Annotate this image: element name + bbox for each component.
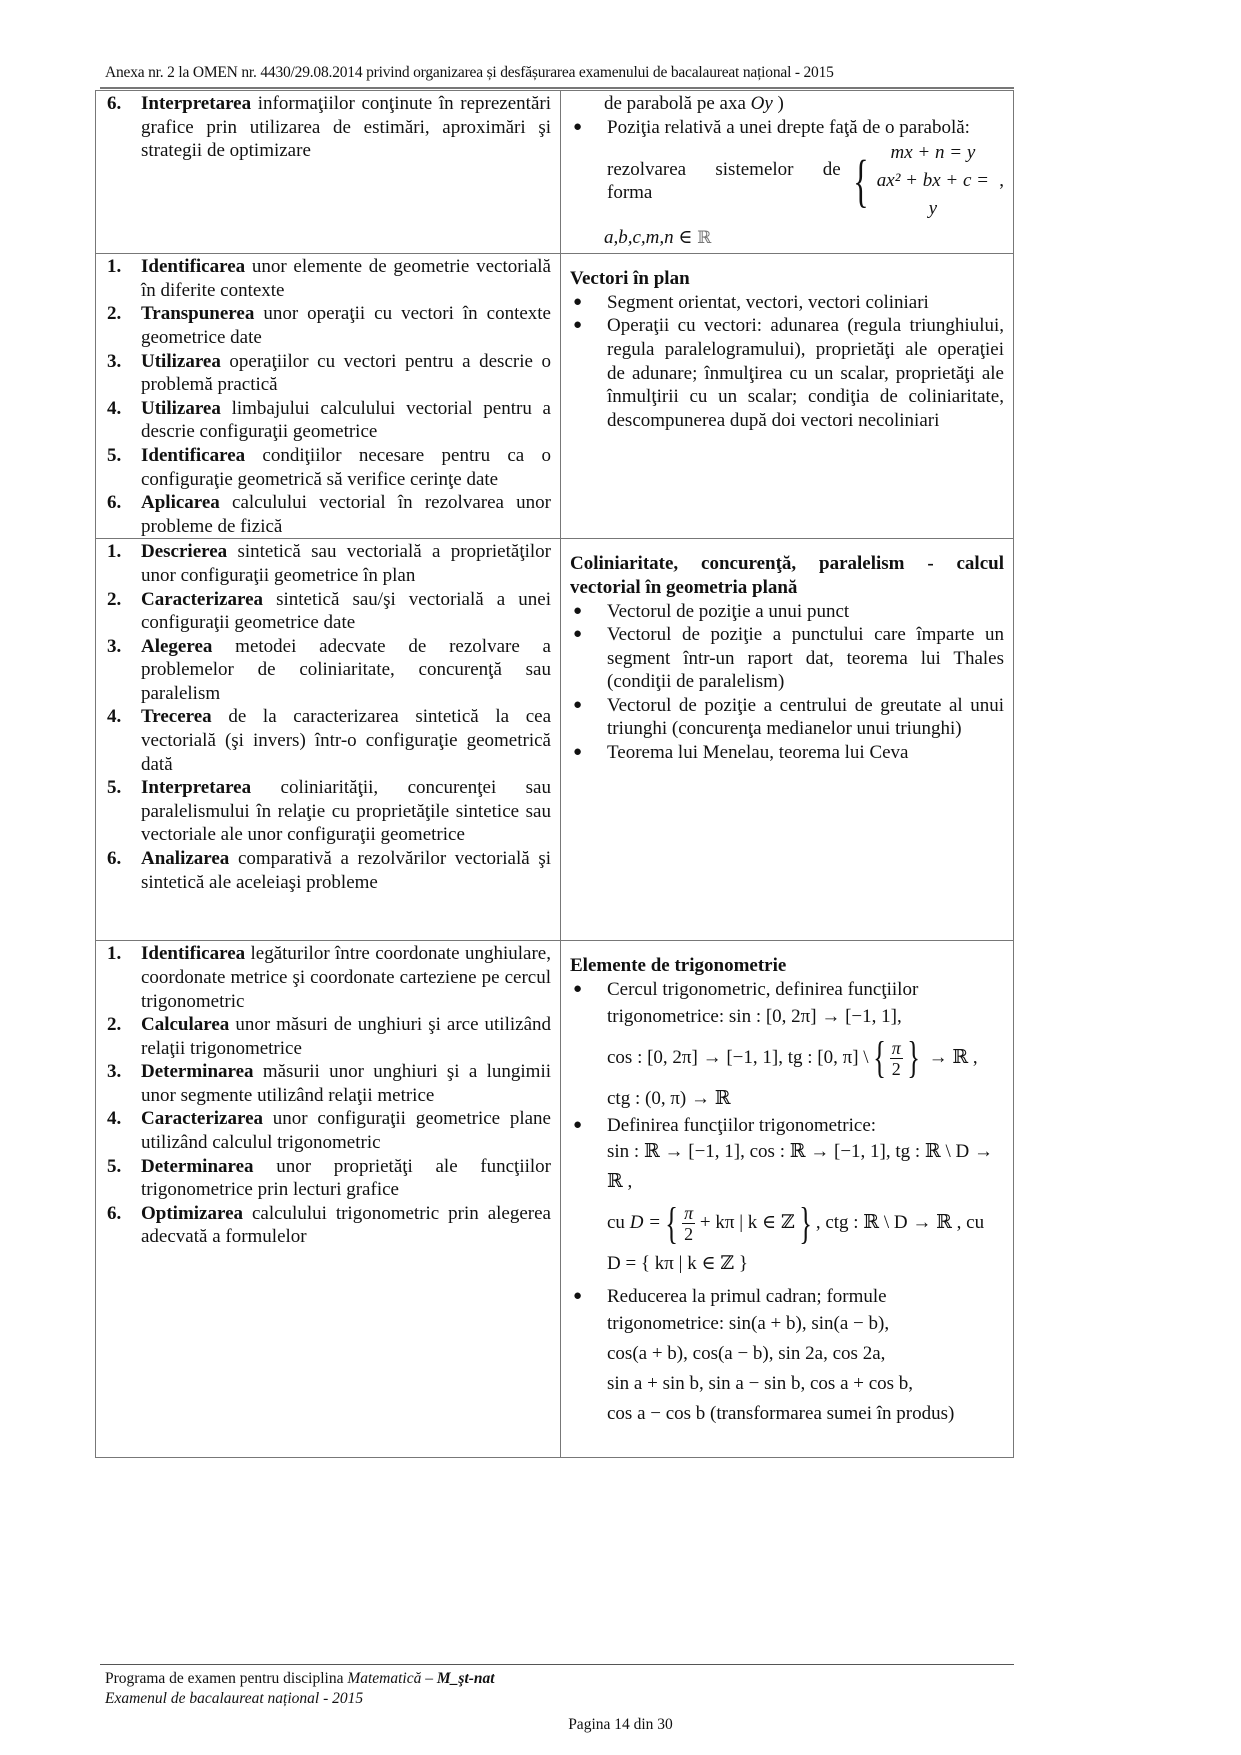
page-header: Anexa nr. 2 la OMEN nr. 4430/29.08.2014 privind organizarea și desfășurarea examenului de bacalaureat național - 2015: [105, 64, 834, 81]
competency-item: 1. Descrierea sintetică sau vectorială a proprietăţilor unor configuraţii geometrice în plan: [107, 541, 551, 586]
competency-item: 5. Identificarea condiţiilor necesare pentru ca o configuraţie geometrică să verifice cerinţe date: [107, 444, 551, 490]
footer-divider: [100, 1664, 1014, 1665]
competency-item: 5. Determinarea unor proprietăţi ale funcţiilor trigonometrice prin lecturi grafice: [107, 1155, 551, 1201]
header-divider: [100, 87, 1014, 89]
competencies-cell: [96, 941, 561, 1458]
content-bullet: ● Operaţii cu vectori: adunarea (regula triunghiului, regula paralelogramului), proprietăţi ale operaţiei de adunare; înmulţirea cu un scalar, proprietăţi ale înmulţirii cu un scalar; condiţia de coliniaritate, descompunerea după doi vectori necoliniari: [570, 314, 1004, 432]
competency-item: 4. Utilizarea limbajului calculului vectorial pentru a descrie configuraţii geometrice: [107, 397, 551, 443]
content-bullet: ● Poziţia relativă a unei drepte faţă de o parabolă: rezolvarea sistemelor de forma { mx + n = y ax² + bx + c = y ,: [570, 116, 1004, 224]
competencies-cell: [96, 539, 561, 941]
bullet-icon: ●: [573, 980, 583, 997]
equation-system: { mx + n = y ax² + bx + c = y ,: [852, 142, 1004, 220]
bullet-icon: ●: [573, 602, 583, 619]
content-cell: [561, 254, 1014, 539]
competency-item: 5. Interpretarea coliniarităţii, concurenţei sau paralelismului în relaţie cu proprietăţile sintetice sau vectoriale ale unor configuraţii geometrice: [107, 777, 551, 846]
content-cell: [561, 539, 1014, 941]
content-bullet: ● Vectorul de poziţie a centrului de greutate al unui triunghi (concurenţa medianelor unui triunghi): [570, 694, 1004, 741]
section-title: Elemente de trigonometrie: [570, 955, 787, 977]
parameter-domain: a,b,c,m,n ∈ ℝ: [604, 227, 712, 249]
content-bullet: ● Definirea funcţiilor trigonometrice: sin : ℝ → [−1, 1], cos : ℝ → [−1, 1], tg : ℝ \ D → ℝ , cu D ={ $\frac{\pi}{2}$ + kπ | k ∈ ℤ} , ctg : ℝ \ D → ℝ , cu D = { kπ | k ∈ ℤ }: [570, 1114, 1004, 1280]
table-row: [96, 91, 1014, 254]
competency-number: 6.: [107, 93, 122, 114]
competency-text: Interpretarea informaţiilor conţinute în reprezentări grafice prin utilizarea de estimări, aproximări şi strategii de optimizare: [141, 93, 551, 162]
bullet-icon: ●: [573, 696, 583, 713]
table-row: [96, 539, 1014, 941]
competency-item: 3. Utilizarea operaţiilor cu vectori pentru a descrie o problemă practică: [107, 350, 551, 396]
page-number: Pagina 14 din 30: [568, 1716, 673, 1733]
competency-item: 4. Caracterizarea unor configuraţii geometrice plane utilizând calculul trigonometric: [107, 1108, 551, 1154]
competency-item: [105, 92, 551, 163]
content-bullet: ● Teorema lui Menelau, teorema lui Ceva: [570, 741, 1004, 765]
competency-item: 2. Calcularea unor măsuri de unghiuri şi arce utilizând relaţii trigonometrice: [107, 1014, 551, 1059]
content-continuation: de parabolă pe axa Oy ): [604, 93, 784, 114]
table-row: [96, 254, 1014, 539]
footer-exam: Examenul de bacalaureat național - 2015: [105, 1690, 364, 1707]
bullet-icon: ●: [573, 317, 583, 334]
bullet-icon: ●: [573, 293, 583, 310]
competency-item: 1. Identificarea legăturilor între coordonate unghiulare, coordonate metrice şi coordonate carteziene pe cercul trigonometric: [107, 943, 551, 1012]
bullet-icon: ●: [573, 626, 583, 643]
bullet-icon: ●: [573, 1116, 583, 1133]
bullet-icon: ●: [573, 744, 583, 761]
competency-item: 3. Determinarea măsurii unor unghiuri şi a lungimii unor segmente utilizând relaţii metrice: [107, 1061, 551, 1106]
content-bullet: ● Cercul trigonometric, definirea funcţiilor trigonometrice: sin : [0, 2π] → [−1, 1], cos : [0, 2π] → [−1, 1], tg : [0, π] \{ $\frac{\pi}{2}$ } → ℝ , ctg : (0, π) → ℝ: [570, 978, 1004, 1114]
bullet-icon: ●: [573, 1288, 583, 1305]
competency-item: 6. Optimizarea calculului trigonometric prin alegerea adecvată a formulelor: [107, 1202, 551, 1248]
content-bullet: ● Segment orientat, vectori, vectori coliniari: [570, 291, 1004, 315]
content-cell: [561, 91, 1014, 254]
competency-item: 3. Alegerea metodei adecvate de rezolvare a problemelor de coliniaritate, concurenţă sau paralelism: [107, 635, 551, 704]
competency-item: 1. Identificarea unor elemente de geometrie vectorială în diferite contexte: [107, 256, 551, 301]
section-title: Coliniaritate, concurenţă, paralelism - calcul vectorial în geometria plană: [570, 553, 1004, 598]
content-bullet: ● Vectorul de poziţie a punctului care împarte un segment într-un raport dat, teorema lui Thales (condiţii de paralelism): [570, 623, 1004, 694]
curriculum-table: [95, 90, 1014, 1458]
competency-item: 6. Aplicarea calculului vectorial în rezolvarea unor probleme de fizică: [107, 492, 551, 537]
section-title: Vectori în plan: [570, 268, 690, 290]
content-cell: [561, 941, 1014, 1458]
competencies-cell: [96, 254, 561, 539]
competency-item: 2. Caracterizarea sintetică sau/şi vectorială a unei configuraţii geometrice date: [107, 588, 551, 634]
competencies-cell: [96, 91, 561, 254]
competency-item: 6. Analizarea comparativă a rezolvărilor vectorială şi sintetică ale aceleiaşi probleme: [107, 848, 551, 893]
content-bullet: ● Reducerea la primul cadran; formule trigonometrice: sin(a + b), sin(a − b), cos(a + b), cos(a − b), sin 2a, cos 2a, sin a + sin b, sin a − sin b, cos a + cos b, cos a − cos b (transformarea sumei în produs): [570, 1285, 1004, 1429]
competency-item: 2. Transpunerea unor operaţii cu vectori în contexte geometrice date: [107, 303, 551, 348]
content-bullet: ● Vectorul de poziţie a unui punct: [570, 600, 1004, 624]
table-row: [96, 941, 1014, 1458]
competency-item: 4. Trecerea de la caracterizarea sintetică la cea vectorială (şi invers) într-o configuraţie geometrică dată: [107, 706, 551, 775]
bullet-icon: ●: [573, 118, 583, 135]
footer-program: Programa de examen pentru disciplina Matematică – M_şt-nat: [105, 1670, 495, 1687]
